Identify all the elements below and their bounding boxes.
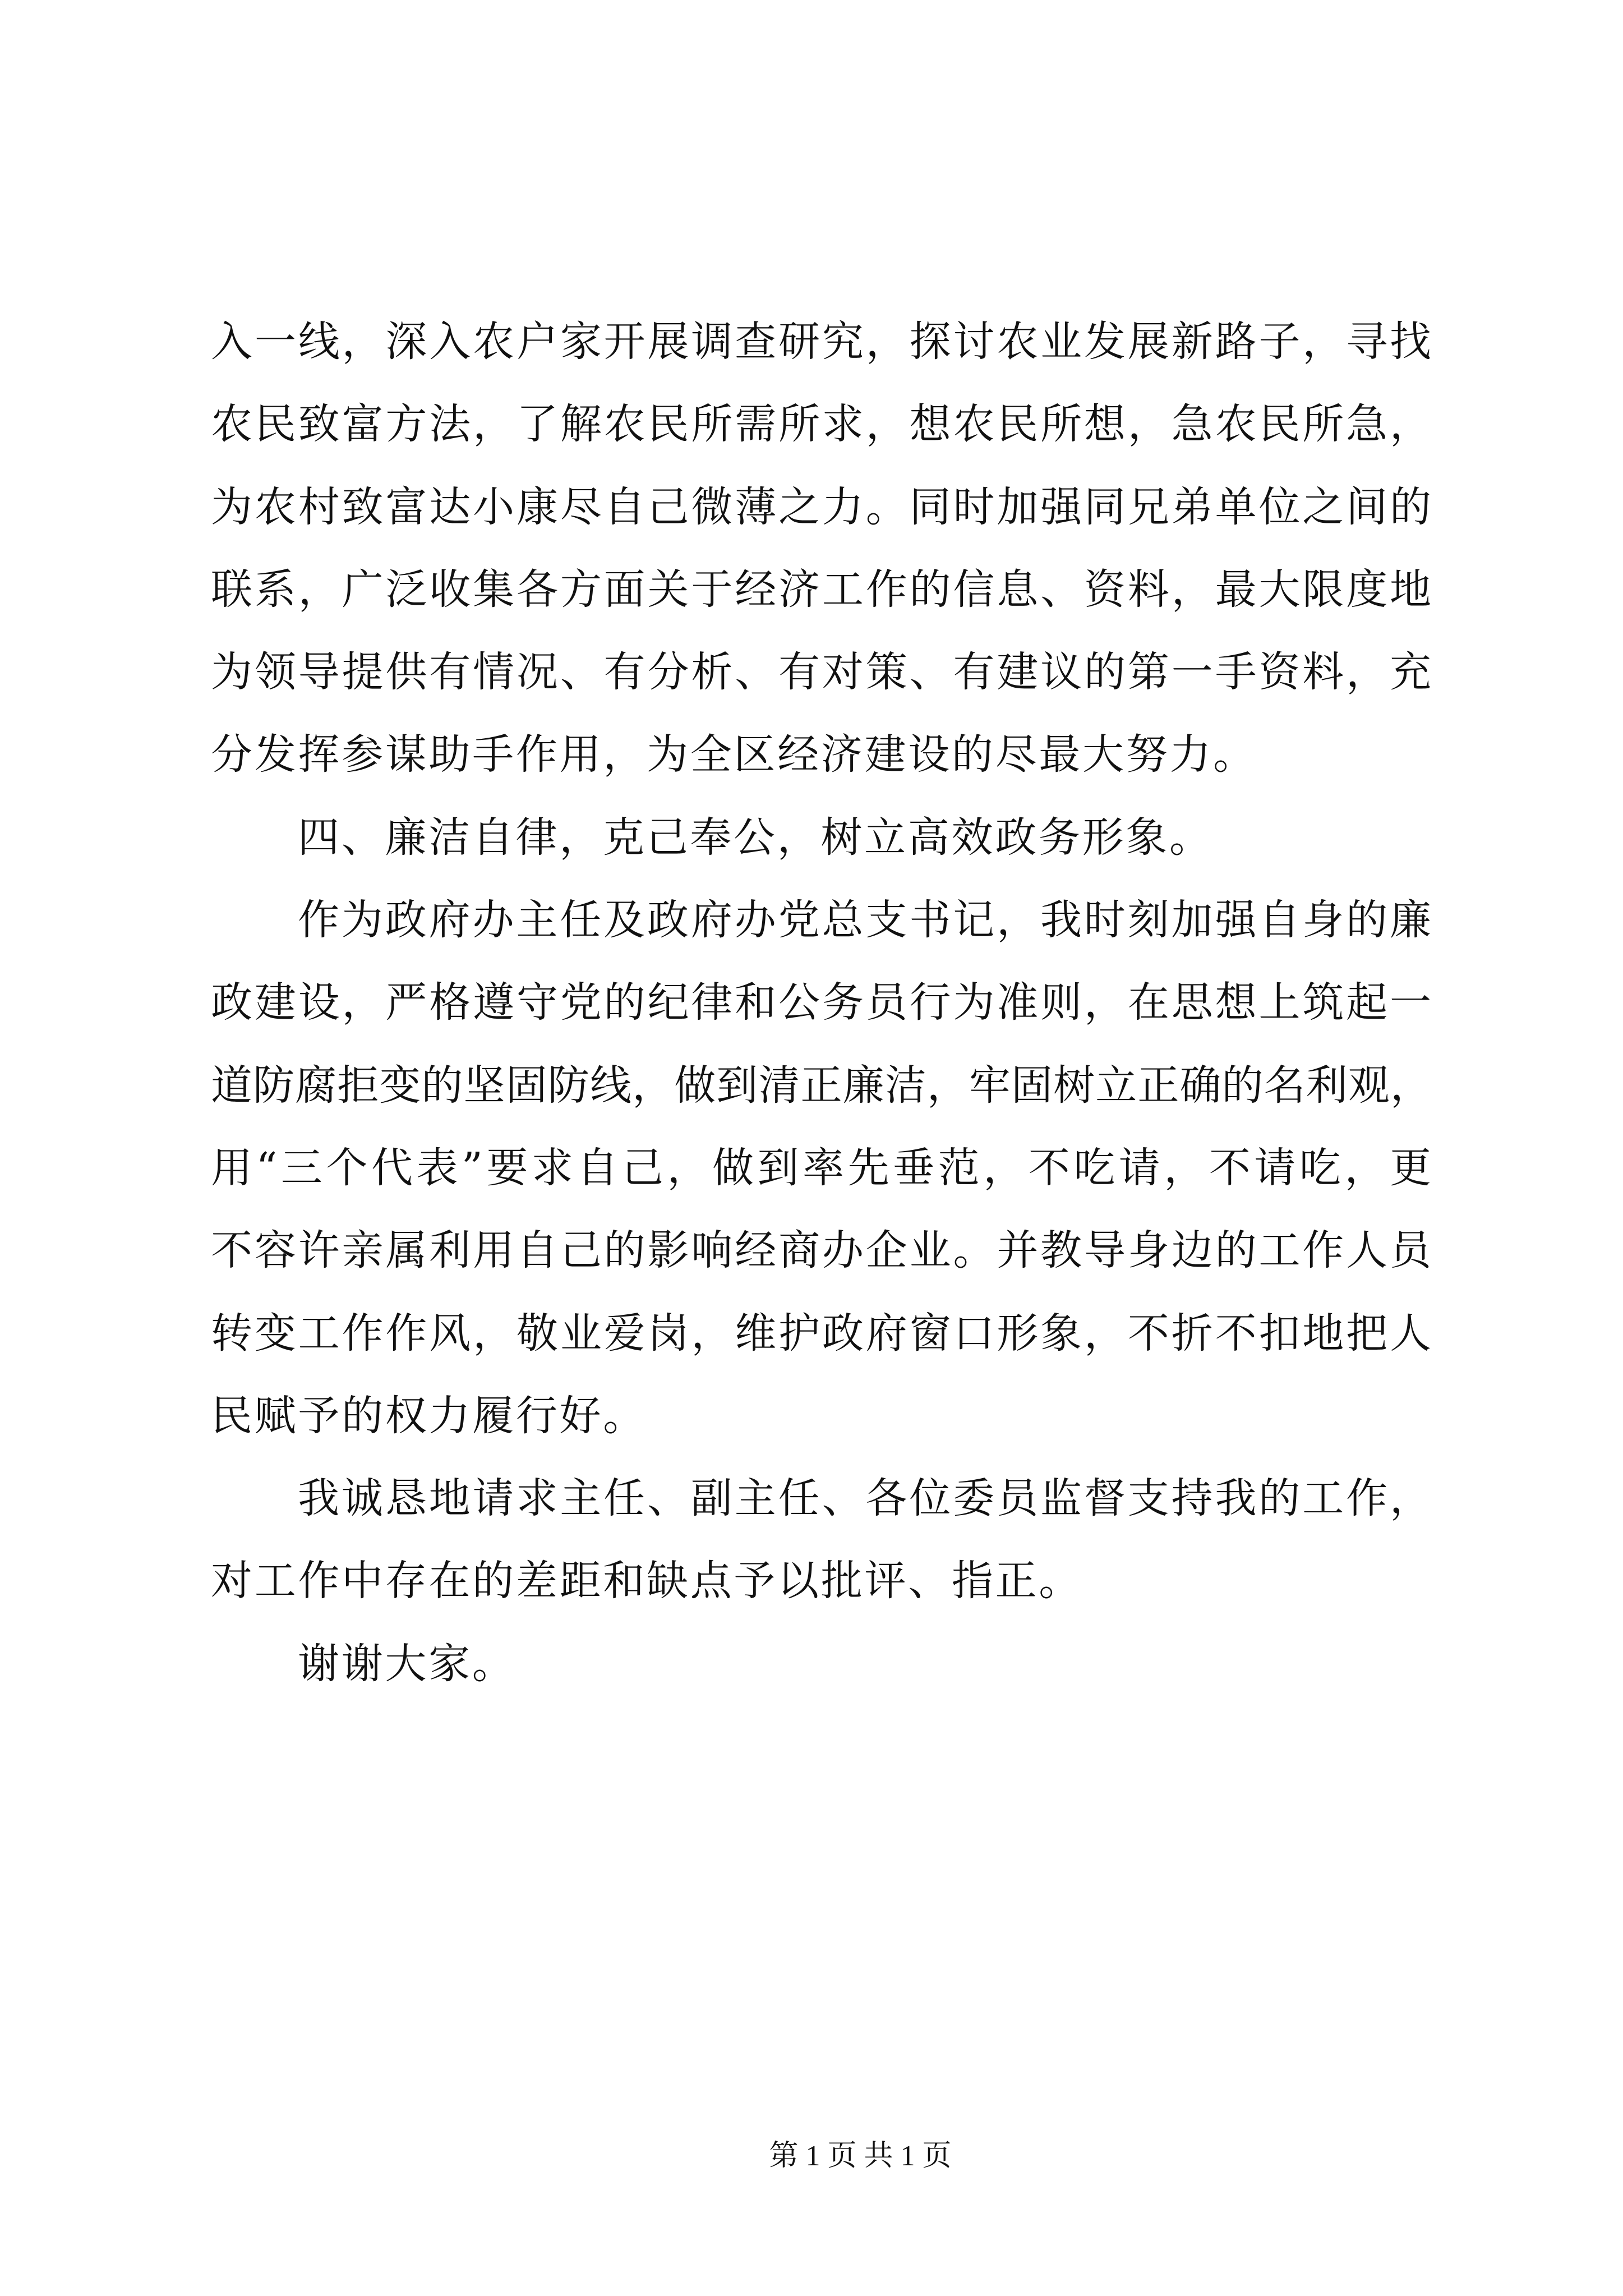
paragraph	[211, 1457, 1431, 1623]
text-line: 入一线，深入农户家开展调查研究，探讨农业发展新路子，寻找	[211, 318, 1431, 366]
text-line: 政建设，严格遵守党的纪律和公务员行为准则，在思想上筑起一	[211, 978, 1431, 1027]
text-line: 民赋予的权力履行好。	[211, 1391, 647, 1440]
text-line: 农民致富方法，了解农民所需所求，想农民所想，急农民所急，	[211, 400, 1431, 449]
document-body	[211, 301, 1431, 1705]
text-line: 为农村致富达小康尽自己微薄之力。同时加强同兄弟单位之间的	[211, 482, 1431, 531]
text-line: 为领导提供有情况、有分析、有对策、有建议的第一手资料，充	[211, 648, 1431, 697]
text-line: 转变工作作风，敬业爱岗，维护政府窗口形象，不折不扣地把人	[211, 1309, 1431, 1358]
section-heading-text: 四、廉洁自律，克己奉公，树立高效政务形象。	[298, 813, 1213, 862]
page-number-indicator: 第 1 页 共 1 页	[769, 2140, 952, 2172]
text-line: 用“三个代表”要求自己，做到率先垂范，不吃请，不请吃，更	[211, 1143, 1431, 1192]
page-footer	[636, 2139, 1085, 2173]
text-line: 分发挥参谋助手作用，为全区经济建设的尽最大努力。	[211, 730, 1257, 779]
text-line: 不容许亲属利用自己的影响经商办企业。并教导身边的工作人员	[211, 1226, 1431, 1275]
closing-remark	[211, 1623, 1431, 1705]
section-heading	[211, 797, 1431, 879]
text-line: 我诚恳地请求主任、副主任、各位委员监督支持我的工作，	[298, 1474, 1431, 1523]
text-line: 联系，广泛收集各方面关于经济工作的信息、资料，最大限度地	[211, 565, 1431, 614]
text-line: 作为政府办主任及政府办党总支书记，我时刻加强自身的廉	[298, 896, 1431, 945]
paragraph	[211, 879, 1431, 1457]
paragraph	[211, 301, 1431, 797]
text-line: 道防腐拒变的坚固防线，做到清正廉洁，牢固树立正确的名利观，	[211, 1061, 1431, 1110]
text-line: 谢谢大家。	[298, 1639, 516, 1688]
text-line: 对工作中存在的差距和缺点予以批评、指正。	[211, 1557, 1082, 1605]
